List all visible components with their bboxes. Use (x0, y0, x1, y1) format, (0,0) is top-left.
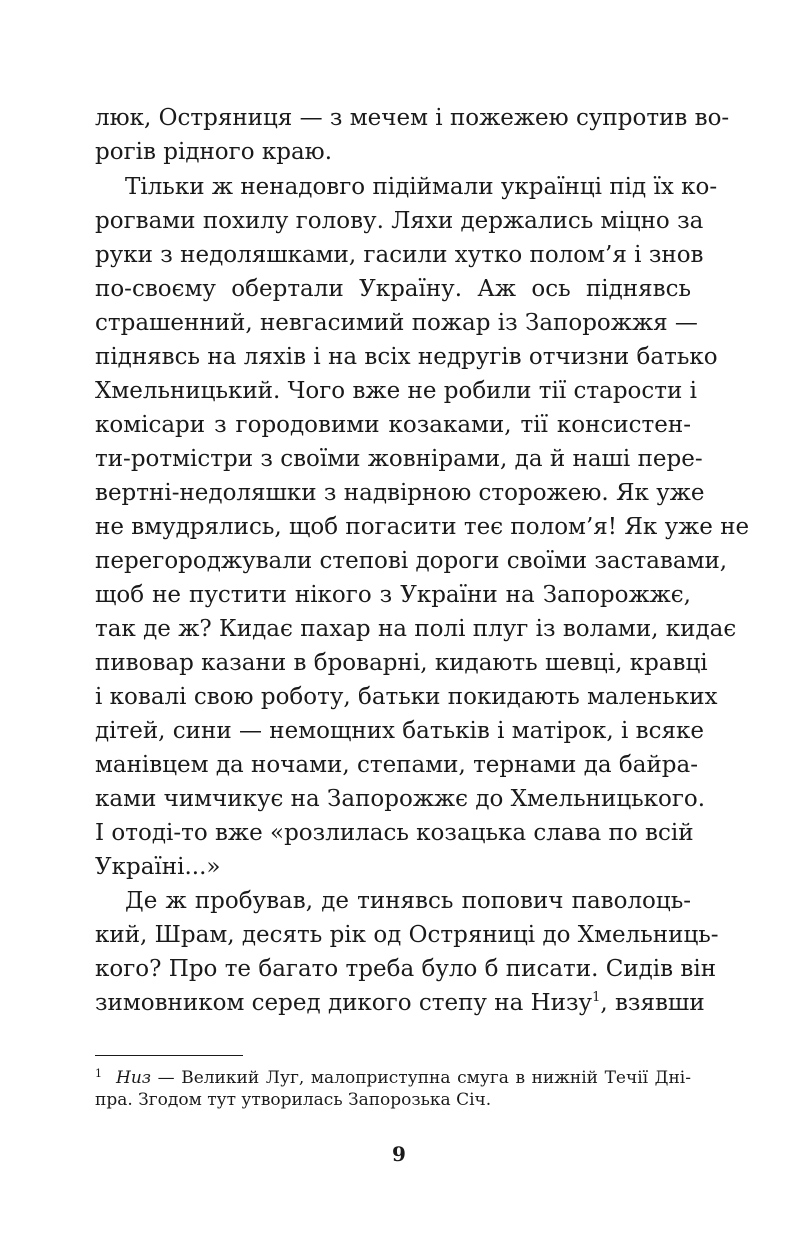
text-line: по-своєму обертали Україну. Аж ось піднявсь (95, 276, 691, 302)
text-line: ками чимчикує на Запорожжє до Хмельницького. (95, 786, 706, 812)
footnote-line: пра. Згодом тут утворилась Запорозька Січ. (95, 1090, 492, 1110)
text-line: Де ж пробував, де тинявсь попович паволоць- (125, 888, 691, 914)
text-line: Тільки ж ненадовго підіймали українці під їх ко- (125, 174, 718, 200)
footnote-term: Низ (116, 1068, 152, 1088)
text-line: перегороджували степові дороги своїми заставами, (95, 548, 728, 574)
text-line: так де ж? Кидає пахар на полі плуг із волами, кидає (95, 616, 737, 642)
text-line: люк, Остряниця — з мечем і пожежею супротив во- (95, 105, 730, 131)
footnote-reference: 1 (592, 990, 601, 1005)
text-line: піднявсь на ляхів і на всіх недругів отчизни батько (95, 344, 718, 370)
footnote-divider (95, 1055, 243, 1056)
text-line: щоб не пустити нікого з України на Запорожжє, (95, 582, 691, 608)
text-line-with-footnote-ref (95, 986, 705, 1020)
footnote-line (95, 1061, 691, 1087)
text-line: руки з недоляшками, гасили хутко полом’я і знов (95, 242, 704, 268)
text-line: пивовар казани в броварні, кидають шевці, кравці (95, 650, 708, 676)
text-line: не вмудрялись, щоб погасити теє полом’я! Як уже не (95, 514, 750, 540)
text-segment: зимовником серед дикого степу на Низу (95, 990, 593, 1016)
page-number: 9 (392, 1142, 406, 1166)
text-line: комісари з городовими козаками, тії консистен- (95, 412, 691, 438)
text-line: вертні-недоляшки з надвірною сторожею. Як уже (95, 480, 705, 506)
text-line: кий, Шрам, десять рік од Остряниці до Хмельниць- (95, 922, 719, 948)
text-line: манівцем да ночами, степами, тернами да байра- (95, 752, 698, 778)
footnote-text: — Великий Луг, малоприступна смуга в нижній Течії Дні- (151, 1068, 691, 1088)
text-segment: , взявши (600, 990, 705, 1016)
text-line: ти-ротмістри з своїми жовнірами, да й наші пере- (95, 446, 703, 472)
text-line: рогів рідного краю. (95, 139, 333, 165)
text-line: страшенний, невгасимий пожар із Запорожжя — (95, 310, 698, 336)
text-line: кого? Про те багато треба було б писати. Сидів він (95, 956, 717, 982)
text-line: і ковалі свою роботу, батьки покидають маленьких (95, 684, 718, 710)
text-line: І отоді-то вже «розлилась козацька слава по всій (95, 820, 694, 846)
text-line: Україні...» (95, 854, 221, 880)
footnote-mark: 1 (95, 1067, 102, 1080)
text-line: дітей, сини — немощних батьків і матірок, і всяке (95, 718, 705, 744)
text-line: Хмельницький. Чого вже не робили тії старости і (95, 378, 697, 404)
text-line: рогвами похилу голову. Ляхи держались міцно за (95, 208, 704, 234)
